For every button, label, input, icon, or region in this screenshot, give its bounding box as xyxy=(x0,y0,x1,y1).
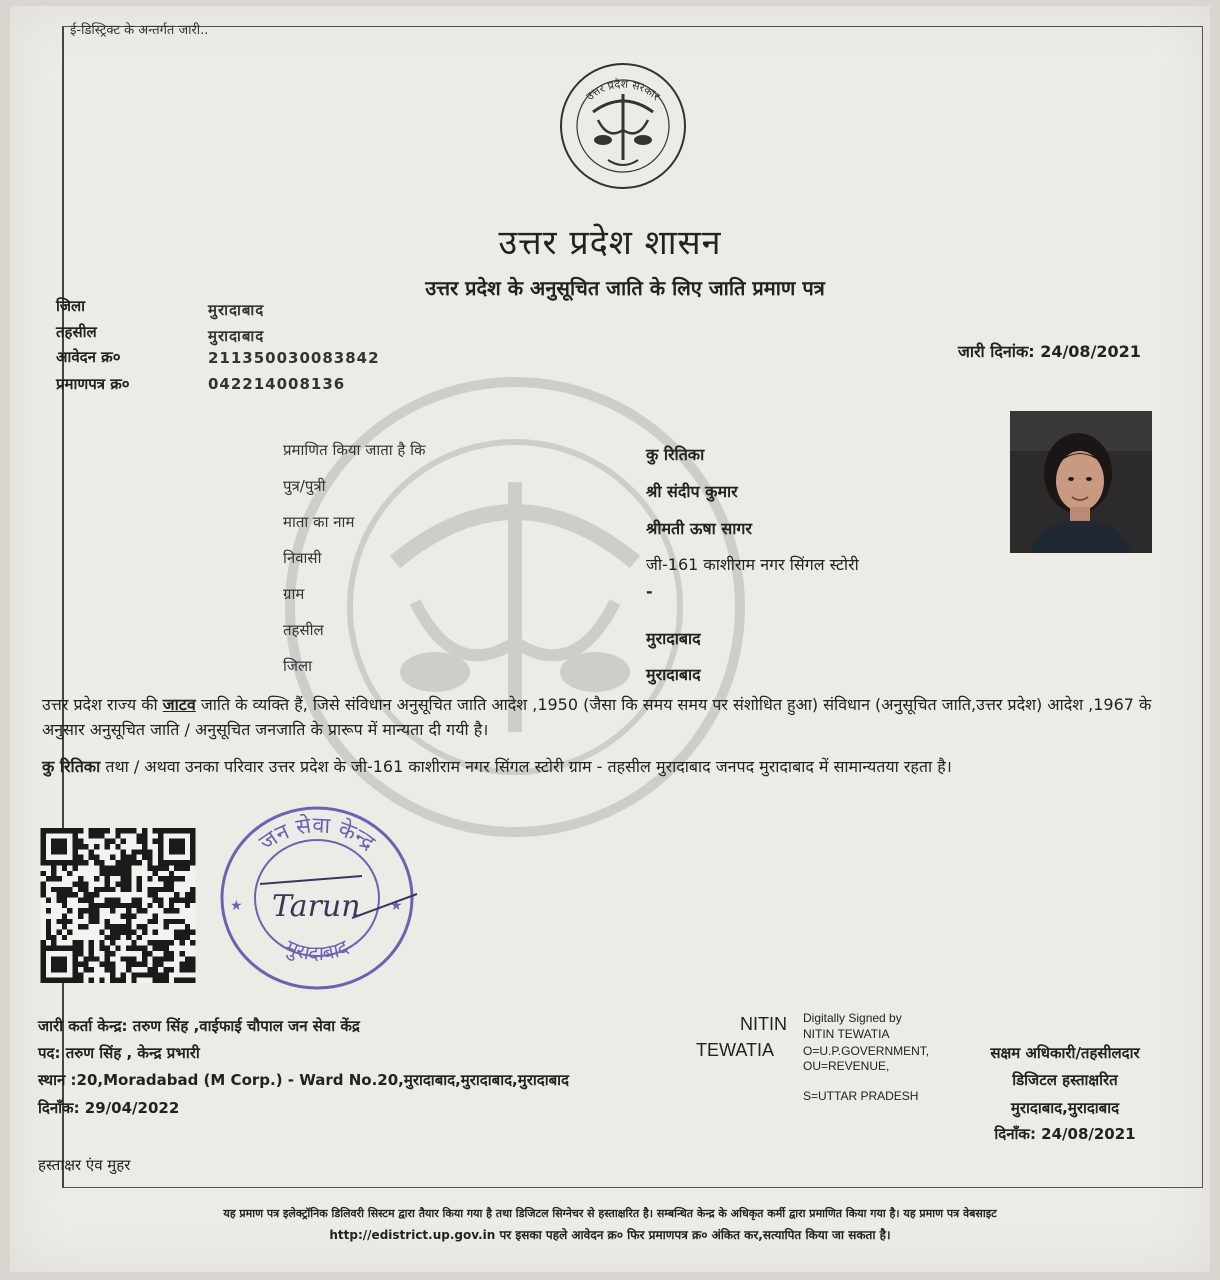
document-title: उत्तर प्रदेश शासन xyxy=(498,223,722,263)
sig-line-4: OU=REVENUE, xyxy=(803,1059,890,1073)
field-label-district: जिला xyxy=(283,657,313,675)
officer-digital: डिजिटल हस्ताक्षरित xyxy=(1012,1071,1118,1089)
sig-line-2: NITIN TEWATIA xyxy=(803,1027,890,1041)
svg-text:★: ★ xyxy=(390,898,403,914)
sig-line-5: S=UTTAR PRADESH xyxy=(803,1089,919,1103)
field-label-village: ग्राम xyxy=(283,585,305,603)
jan-seva-kendra-stamp xyxy=(212,798,422,993)
paragraph1-post: जाति के व्यक्ति हैं, जिसे संविधान अनुसूचित जाति आदेश ,1950 (जैसा कि समय समय पर संशोधित हुआ) संविधान (अनुसूचित जाति,उत्तर प्रदेश) आदेश ,1967 के अनुसार अनुसूचित जाति / अनुसूचित जनजाति के प्रारूप में मान्यता दी गयी है। xyxy=(42,695,1152,739)
signature-seal-label: हस्ताक्षर एंव मुहर xyxy=(38,1156,131,1174)
officer-place: मुरादाबाद,मुरादाबाद xyxy=(1010,1099,1120,1117)
field-value-address: जी-161 काशीराम नगर सिंगल स्टोरी xyxy=(646,555,859,574)
officer-date: दिनाँक: 24/08/2021 xyxy=(994,1125,1136,1143)
caste-name: जाटव xyxy=(162,695,196,714)
caste-declaration-paragraph xyxy=(42,692,1162,742)
svg-text:मुरादाबाद xyxy=(282,934,353,965)
applicant-photo xyxy=(1010,411,1152,553)
meta-label-district: जिला xyxy=(56,297,86,315)
meta-label-certificate-no: प्रमाणपत्र क्र० xyxy=(56,375,130,393)
signer-name-line2: TEWATIA xyxy=(696,1040,774,1060)
meta-value-certificate-no: 042214008136 xyxy=(208,375,346,393)
stamp-bottom-text: मुरादाबाद xyxy=(282,934,352,966)
paragraph2-name: कु रितिका xyxy=(42,757,101,776)
field-value-village: - xyxy=(646,582,653,601)
field-label-resident: निवासी xyxy=(283,549,322,567)
field-value-mother: श्रीमती ऊषा सागर xyxy=(646,519,752,538)
sig-line-1: Digitally Signed by xyxy=(803,1011,902,1025)
issuer-date: दिनाँक: 29/04/2022 xyxy=(38,1099,180,1117)
field-label-mother: माता का नाम xyxy=(283,513,355,531)
paragraph2-text: तथा / अथवा उनका परिवार उत्तर प्रदेश के जी-161 काशीराम नगर सिंगल स्टोरी ग्राम - तहसील मुरादाबाद जनपद मुरादाबाद में सामान्यतया रहता है। xyxy=(100,757,952,776)
signer-name-line1: NITIN xyxy=(740,1014,787,1034)
footer-line-1: यह प्रमाण पत्र इलेक्ट्रॉनिक डिलिवरी सिस्टम द्वारा तैयार किया गया है तथा डिजिटल सिग्नेचर से हस्ताक्षरित है। सम्बन्धित केन्द्र के अधिकृत कर्मी द्वारा प्रमाणित किया गया है। यह प्रमाण पत्र वेबसाइट xyxy=(223,1207,997,1220)
header-note: ई-डिस्ट्रिक्ट के अन्तर्गत जारी.. xyxy=(70,23,209,38)
officer-title: सक्षम अधिकारी/तहसीलदार xyxy=(990,1044,1140,1062)
qr-code[interactable] xyxy=(38,828,198,983)
field-value-father: श्री संदीप कुमार xyxy=(646,482,738,501)
svg-text:★: ★ xyxy=(230,898,243,914)
field-label-parent: पुत्र/पुत्री xyxy=(283,477,326,495)
issuer-center: जारी कर्ता केन्द्र: तरुण सिंह ,वाईफाई चौपाल जन सेवा केंद्र xyxy=(38,1017,360,1035)
field-label-tehsil: तहसील xyxy=(283,621,324,639)
field-value-name: कु रितिका xyxy=(646,445,705,464)
field-value-district: मुरादाबाद xyxy=(646,665,701,684)
document-subtitle: उत्तर प्रदेश के अनुसूचित जाति के लिए जाति प्रमाण पत्र xyxy=(425,276,825,300)
stamp-top-text: जन सेवा केन्द्र xyxy=(255,813,380,856)
sig-line-3: O=U.P.GOVERNMENT, xyxy=(803,1044,930,1058)
meta-value-application-no: 211350030083842 xyxy=(208,349,380,367)
emblem-text: उत्तर प्रदेश सरकार xyxy=(583,77,663,104)
meta-label-tehsil: तहसील xyxy=(56,323,97,341)
meta-value-district: मुरादाबाद xyxy=(208,301,265,319)
meta-label-application-no: आवेदन क्र० xyxy=(56,348,121,366)
footer-line-2: http://edistrict.up.gov.in पर इसका पहले आवेदन क्र० फिर प्रमाणपत्र क्र० अंकित कर,सत्यापित किया जा सकता है। xyxy=(329,1228,891,1242)
field-value-tehsil: मुरादाबाद xyxy=(646,629,701,648)
residence-paragraph xyxy=(42,754,1162,779)
up-emblem-icon xyxy=(548,60,698,190)
handwritten-signature: Tarun xyxy=(272,889,361,924)
meta-value-tehsil: मुरादाबाद xyxy=(208,327,265,345)
issuer-post: पद: तरुण सिंह , केन्द्र प्रभारी xyxy=(38,1044,200,1062)
issue-date: जारी दिनांक: 24/08/2021 xyxy=(958,342,1141,361)
field-label-certified: प्रमाणित किया जाता है कि xyxy=(283,441,426,459)
paragraph1-pre: उत्तर प्रदेश राज्य की xyxy=(42,695,163,714)
issuer-place: स्थान :20,Moradabad (M Corp.) - Ward No.20,मुरादाबाद,मुरादाबाद,मुरादाबाद xyxy=(38,1071,570,1089)
